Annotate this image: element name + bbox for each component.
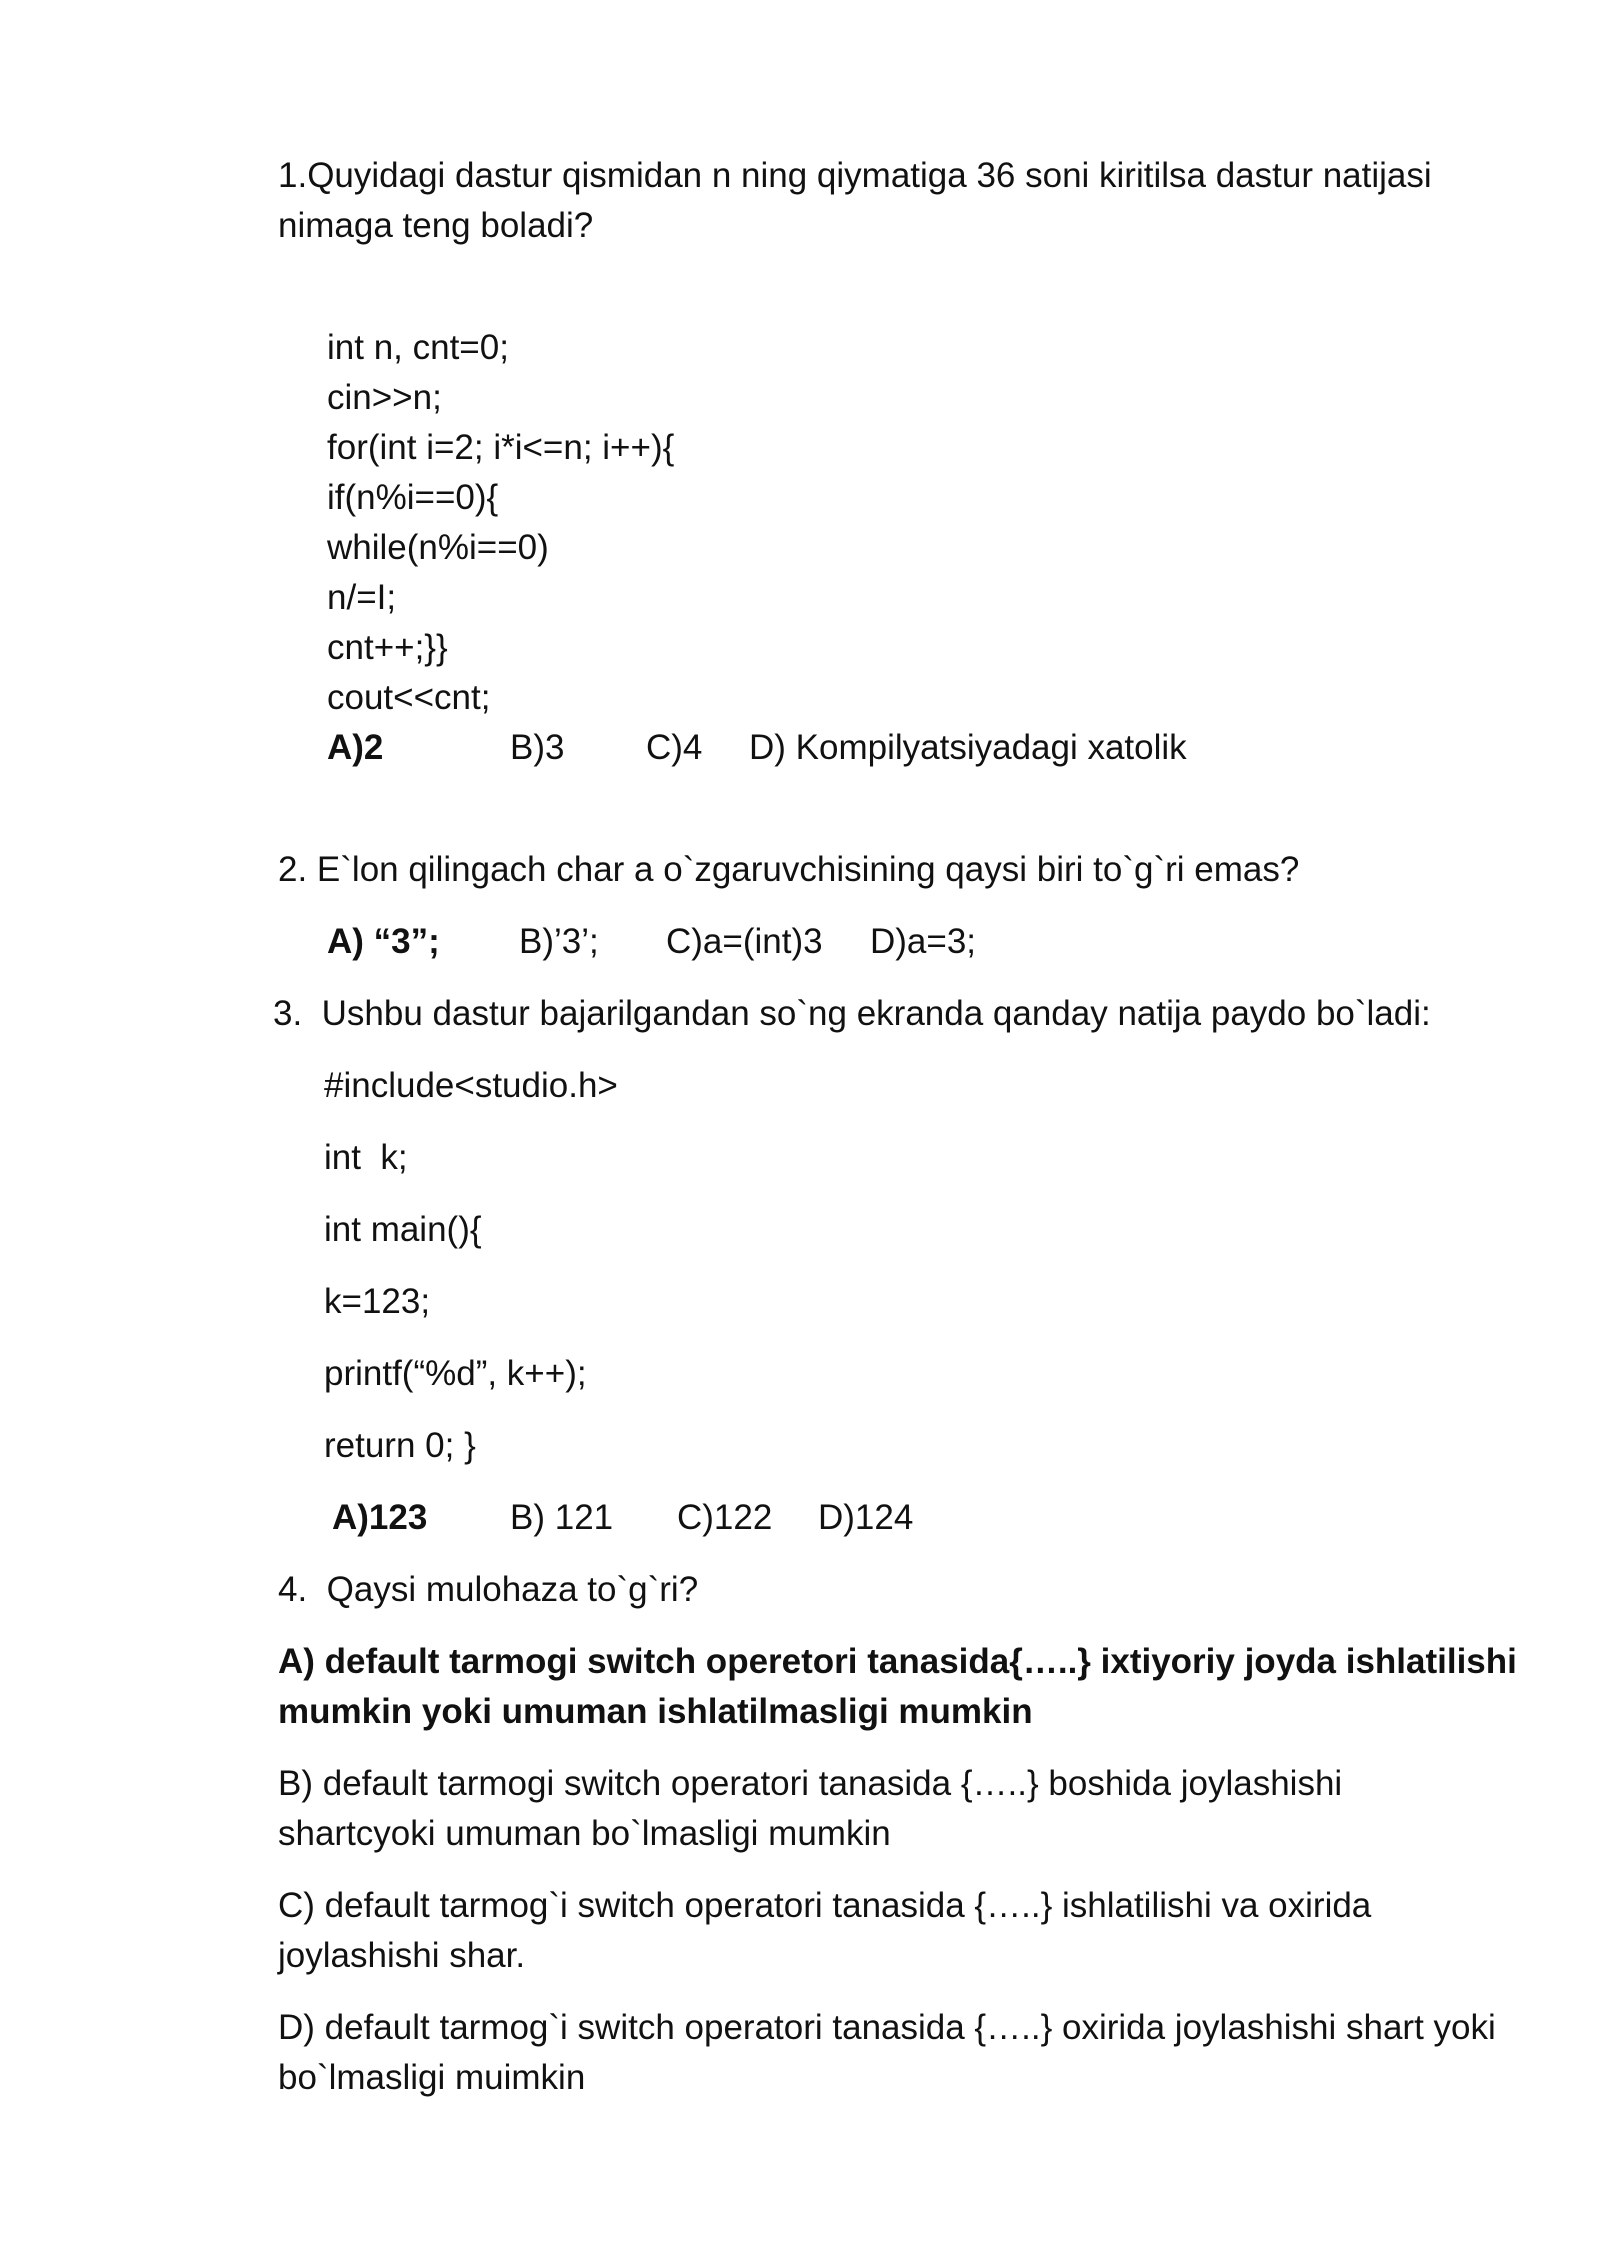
option-b: B)3 [510,728,565,767]
option-a: A)123 [332,1498,428,1537]
question-1-text-line-1: 1.Quyidagi dastur qismidan n ning qiymatiga 36 soni kiritilsa dastur natijasi [278,156,1432,195]
code-line: return 0; } [324,1426,476,1465]
option-b-line-1: B) default tarmogi switch operatori tanasida {…..} boshida joylashishi [278,1764,1343,1803]
code-line: if(n%i==0){ [327,478,499,517]
option-a-line-1: A) default tarmogi switch operetori tanasida{…..} ixtiyoriy joyda ishlatilishi [278,1642,1517,1681]
code-line: for(int i=2; i*i<=n; i++){ [327,428,675,467]
option-b: B) 121 [510,1498,614,1537]
code-line: int n, cnt=0; [327,328,509,367]
option-a-line-2: mumkin yoki umuman ishlatilmasligi mumkin [278,1692,1033,1731]
option-c-line-2: joylashishi shar. [278,1936,526,1975]
code-line: n/=I; [327,578,397,617]
option-b: B)’3’; [519,922,599,961]
code-line: int k; [324,1138,408,1177]
code-line: #include<studio.h> [324,1066,618,1105]
option-d-line-2: bo`lmasligi muimkin [278,2058,586,2097]
code-line: cin>>n; [327,378,442,417]
option-d: D)a=3; [870,922,977,961]
question-1-text-line-2: nimaga teng boladi? [278,206,594,245]
option-b-line-2: shartcyoki umuman bo`lmasligi mumkin [278,1814,891,1853]
option-d: D) Kompilyatsiyadagi xatolik [749,728,1187,767]
question-2-text: 2. E`lon qilingach char a o`zgaruvchisining qaysi biri to`g`ri emas? [278,850,1300,889]
code-line: k=123; [324,1282,431,1321]
option-c: C)a=(int)3 [666,922,823,961]
code-line: cnt++;}} [327,628,448,667]
question-3-text: 3. Ushbu dastur bajarilgandan so`ng ekranda qanday natija paydo bo`ladi: [273,994,1431,1033]
option-c-line-1: C) default tarmog`i switch operatori tanasida {…..} ishlatilishi va oxirida [278,1886,1372,1925]
option-d-line-1: D) default tarmog`i switch operatori tanasida {…..} oxirida joylashishi shart yoki [278,2008,1496,2047]
option-a: A) “3”; [327,922,440,961]
code-line: printf(“%d”, k++); [324,1354,587,1393]
code-line: cout<<cnt; [327,678,491,717]
question-4-text: 4. Qaysi mulohaza to`g`ri? [278,1570,699,1609]
option-d: D)124 [818,1498,914,1537]
option-c: C)4 [646,728,703,767]
option-c: C)122 [677,1498,773,1537]
code-line: int main(){ [324,1210,482,1249]
option-a: A)2 [327,728,384,767]
code-line: while(n%i==0) [327,528,549,567]
